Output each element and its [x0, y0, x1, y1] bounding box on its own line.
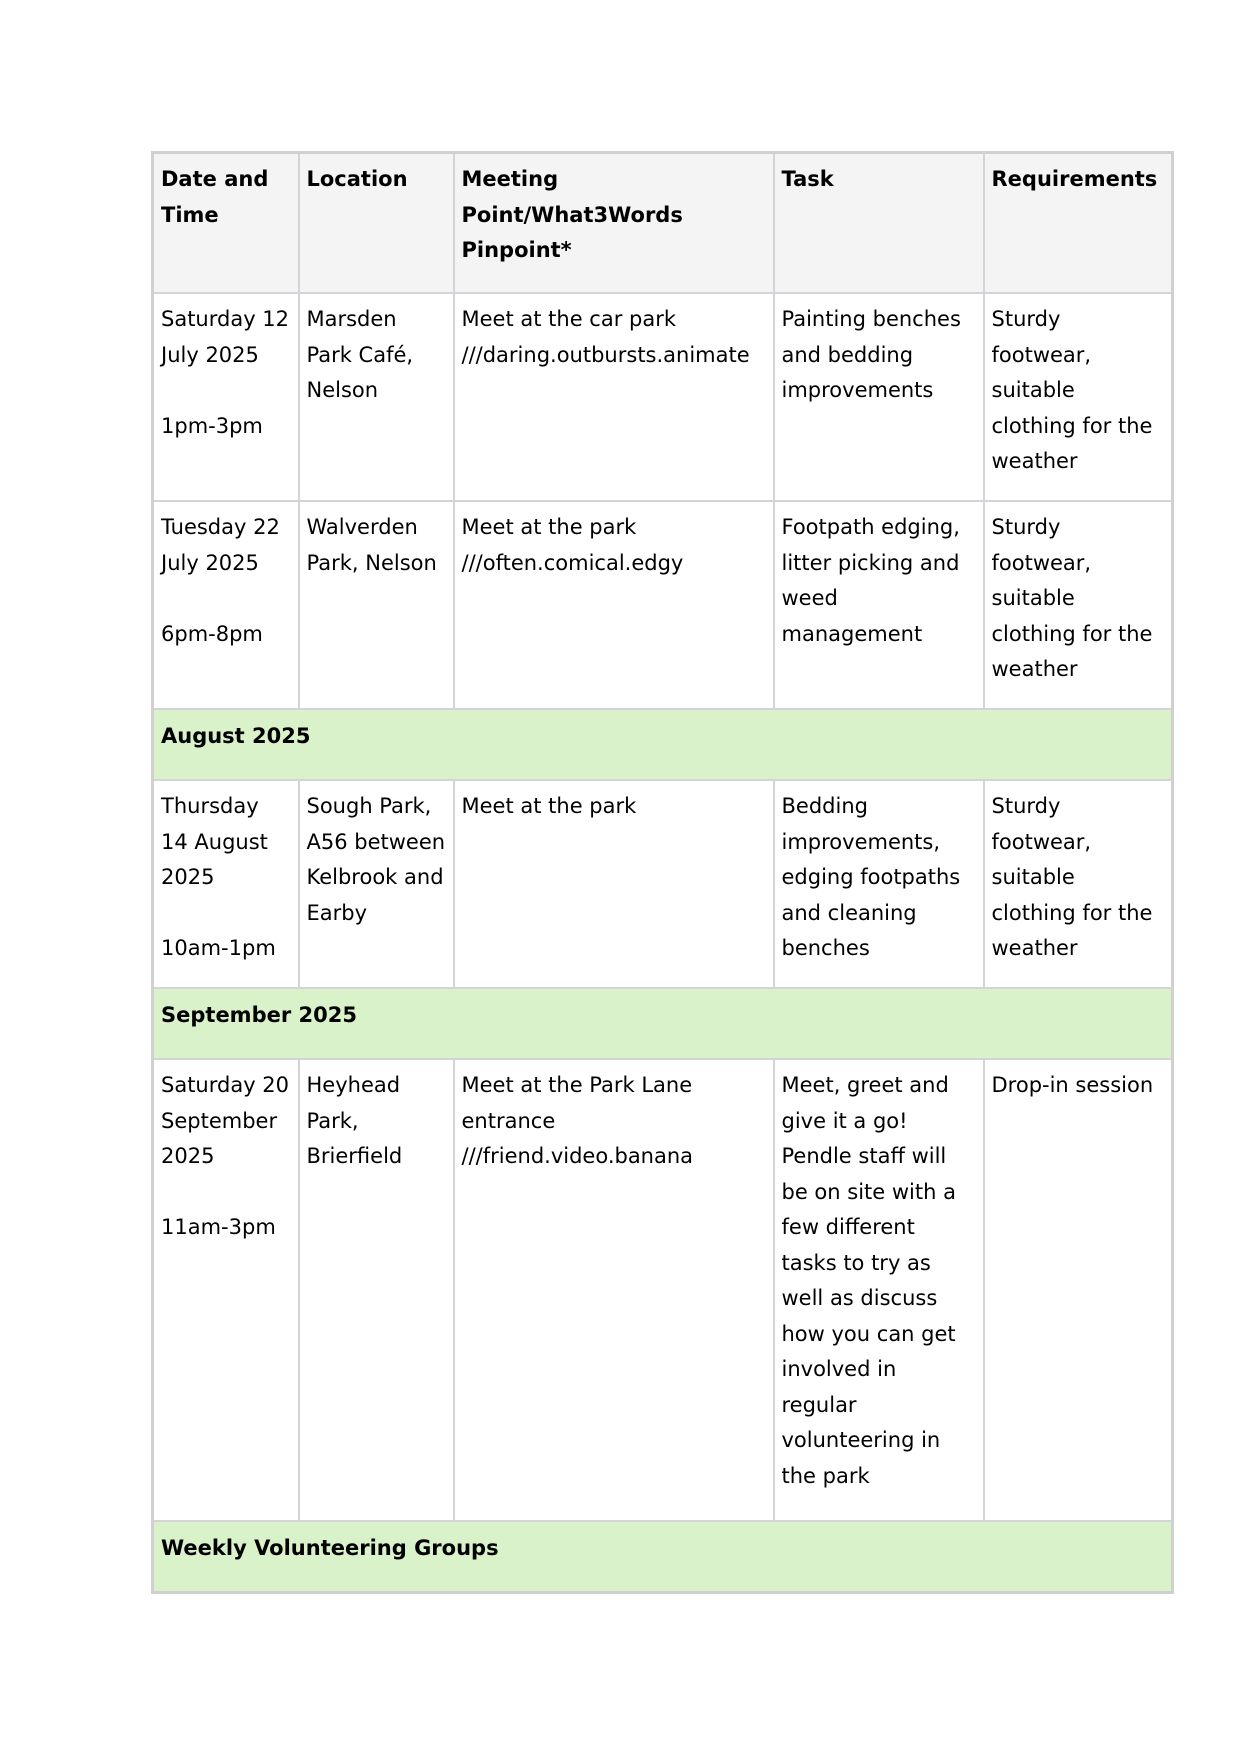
cell-date-time — [153, 1059, 299, 1521]
table-row — [153, 501, 1173, 709]
what3words-pinpoint: ///daring.outbursts.animate — [461, 342, 750, 367]
cell-date-time — [153, 780, 299, 988]
section-heading: September 2025 — [153, 988, 1173, 1059]
header-meeting-point: Meeting Point/What3Words Pinpoint* — [454, 153, 774, 294]
event-time: 11am-3pm — [161, 1215, 276, 1239]
cell-meeting-point — [454, 1059, 774, 1521]
meeting-text: Meet at the car park — [461, 307, 677, 331]
event-time: 1pm-3pm — [161, 413, 263, 438]
section-row-august — [153, 709, 1173, 780]
cell-location: Heyhead Park, Brierfield — [299, 1059, 454, 1521]
cell-requirements: Sturdy footwear, suitable clothing for the weather — [984, 293, 1173, 501]
cell-task: Footpath edging, litter picking and weed management — [774, 501, 984, 709]
cell-date-time — [153, 501, 299, 709]
meeting-text: Meet at the Park Lane entrance — [461, 1073, 693, 1133]
section-row-weekly — [153, 1521, 1173, 1593]
meeting-text: Meet at the park — [461, 794, 637, 818]
event-date: Thursday 14 August 2025 — [161, 794, 268, 889]
section-heading: Weekly Volunteering Groups — [153, 1521, 1173, 1593]
table-row — [153, 293, 1173, 501]
header-date-time: Date and Time — [153, 153, 299, 294]
cell-meeting-point — [454, 293, 774, 501]
cell-location: Sough Park, A56 between Kelbrook and Earby — [299, 780, 454, 988]
header-requirements: Requirements — [984, 153, 1173, 294]
event-time: 6pm-8pm — [161, 621, 263, 646]
table-row — [153, 780, 1173, 988]
cell-date-time — [153, 293, 299, 501]
event-date: Saturday 20 September 2025 — [161, 1073, 290, 1168]
event-time: 10am-1pm — [161, 936, 276, 960]
cell-requirements: Sturdy footwear, suitable clothing for the weather — [984, 501, 1173, 709]
cell-task: Meet, greet and give it a go! Pendle staff will be on site with a few different tasks to try as well as discuss how you can get involved in regular volunteering in the park — [774, 1059, 984, 1521]
what3words-pinpoint: ///friend.video.banana — [461, 1144, 694, 1168]
cell-requirements: Drop-in session — [984, 1059, 1173, 1521]
event-date: Tuesday 22 July 2025 — [161, 515, 280, 575]
section-heading: August 2025 — [153, 709, 1173, 780]
cell-task: Painting benches and bedding improvements — [774, 293, 984, 501]
header-location: Location — [299, 153, 454, 294]
event-date: Saturday 12 July 2025 — [161, 307, 290, 367]
volunteering-schedule-table — [151, 151, 1174, 1594]
cell-requirements: Sturdy footwear, suitable clothing for the weather — [984, 780, 1173, 988]
cell-meeting-point — [454, 780, 774, 988]
cell-task: Bedding improvements, edging footpaths and cleaning benches — [774, 780, 984, 988]
what3words-pinpoint: ///often.comical.edgy — [461, 550, 684, 575]
section-row-september — [153, 988, 1173, 1059]
table-row — [153, 1059, 1173, 1521]
header-task: Task — [774, 153, 984, 294]
header-row — [153, 153, 1173, 294]
cell-location: Marsden Park Café, Nelson — [299, 293, 454, 501]
meeting-text: Meet at the park — [461, 515, 637, 539]
cell-meeting-point — [454, 501, 774, 709]
cell-location: Walverden Park, Nelson — [299, 501, 454, 709]
